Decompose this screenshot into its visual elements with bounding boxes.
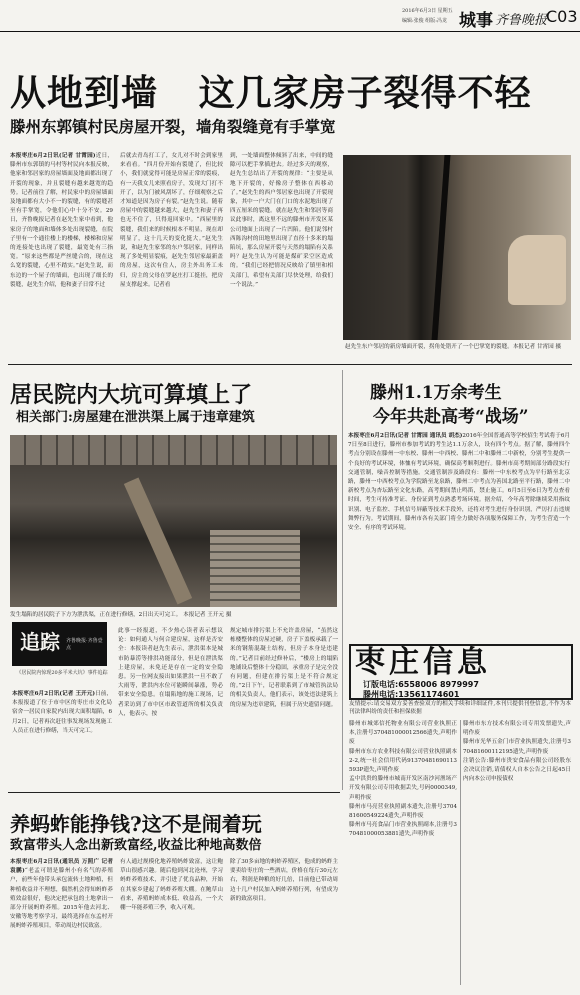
lead-headline: 从地到墙 这几家房子裂得不轻 bbox=[10, 72, 532, 114]
pit-byline: 本报枣庄6月2日讯(记者 王开元) bbox=[12, 691, 96, 697]
tracking-badge-title: 追踪 bbox=[20, 630, 60, 654]
pit-col1-text: 日前，本报报道了位于市中区的枣庄市文化局宿舍一居民自家院内出现大面积塌陷，6月2日，记者再次赶往事发现场发现施工人员正在进行修缮，当天可完工。 bbox=[12, 691, 112, 734]
rule-2 bbox=[8, 792, 340, 793]
ad-header-box bbox=[349, 644, 573, 700]
ad-list-right bbox=[463, 720, 571, 990]
snail-subhead: 致富带头人念出新致富经,收益比种地高数倍 bbox=[10, 838, 262, 853]
pit-headline: 居民院内大坑可算填上了 bbox=[10, 382, 253, 408]
lead-photo-caption: 赵先生东户邻居的新房墙面开裂，拐角处错开了一个巴掌宽的裂缝。本报记者 甘霄园 摄 bbox=[345, 344, 562, 350]
snail-col1-text: “老孟可谓是滕州小有名气的养殖户，前些年他带头承包流转土地种植，但种植收益并不理想，偶然机会得知蚂蚱养殖效益很好，他决定把承包的土地拿出一部分开展蚂蚱养殖。2015年他去河北、安徽等地考察学习，最终选择在东孟村开展蚂蚱养殖项目，带动周边村民致富。 bbox=[10, 868, 113, 930]
lead-column-2: 后就去青岛打工了，女儿对不时会到家里来看看。“四月份开始有裂缝了，但比较小，我们就觉得可能是房屋正常的裂痕，有一天我女儿来照看房子，发现大门打不开了，以为门被风刮坏了，仔细观察之后才知道是因为房子有裂。”赵先生说。随着房屋中的裂缝越来越大，赵先生和妻子再也无不住了，只得返回家中。“西屋里的裂缝，我们来的时候根本不明显，现在却明显了，这十几天的变化挺大。”赵先生说，和赵先生家邻的东户邻居家，同样出现了多处明显裂痕，赵先生邻居家最新盖的房屋，这次有住人，房主外出务工未归，房主的父母在罗赵庄打工挺挂，把房屋支撑起来。记者看 bbox=[120, 153, 223, 288]
snail-column-3: 除了30多亩地的蚂蚱养殖区，他成的蚂蚱主要卖给枣庄的一些酒店，价格在每斤30元左右，利润是种粮的好几倍，目前他已带动周边十几户村民加入蚂蚱养殖行列，有望成为新的致富项目。 bbox=[230, 859, 338, 902]
ad-notice: 友情提示:请交易双方妥善查验双方的相关手续和详细证件,本刊只提供刊登信息,不作为本刊法律纠纷的责任和担保依据 bbox=[349, 701, 571, 716]
ad-item: 滕州市东方技术有限公司专用发票遗失,声明作废 bbox=[463, 721, 571, 737]
header-rule bbox=[0, 31, 580, 32]
pit-subhead: 相关部门:房屋建在泄洪渠上属于违章建筑 bbox=[16, 410, 255, 425]
ad-item: 滕州市东方农业科技有限公司营业执照副本2-2,统一社会信用代码91370481690113593P遗失,声明作废 bbox=[349, 748, 457, 774]
tracking-badge-sub: 齐鲁晚报·齐鲁壹点 bbox=[66, 638, 103, 652]
snail-column-2: 有人通过规模化地养殖蚂蚱致富，这让鲍草山很感兴趣。随后他到河北沧州，学习蚂蚱养殖技术，并引进了优良品种，开始在其家乡建起了蚂蚱养殖大棚。在鲍草山看来，养殖蚂蚱成本低、收益高，一个大棚一年能养殖三季，收入可观。 bbox=[120, 859, 223, 912]
ad-item: 滕州市马亮营业执照副本遗失,注册号370481600549224遗失,声明作废 bbox=[349, 803, 457, 820]
pit-photo-caption: 发生塌陷的居民院子下方为泄洪渠，正在进行修缮，2日出天可完工。 本报记者 王开元 摄 bbox=[10, 612, 232, 618]
ad-item: 滕州市城郊信托物业有限公司营业执照正本,注册号370481000012566遗失,声明作废 bbox=[349, 721, 457, 746]
lead-column-3: 到，一处墙面整体倾斜了出来，中间的缝隙可以把手掌插进去。经过多天的观察，赵先生总结出了开裂的规律：“主要是从地下开裂的，好像房子整体在西移动了。”赵先生的西户邻居家也出现了开裂现象，其中一户大门在门口的水泥地出现了四五厘米的裂缝。就在赵先生和邻居等商议此事时，离这里不远的滕州市开发区某公司地面上出现了一片凹陷。他们说邻村西陈沟村的田地里出现了直径十多米的塌陷坑，那么房屋开裂与天然的塌陷有关系吗？赵先生认为可能是煤矿采空区造成的。“我们已经把情况反映给了镇里和相关部门，希望有关部门尽快处理，给我们一个说法。” bbox=[230, 153, 333, 288]
hand-shape bbox=[508, 235, 566, 305]
brick-stack bbox=[210, 530, 300, 607]
tracking-badge bbox=[12, 622, 107, 666]
lead-col1-text: 近日，滕州市东郭镇的马村等村民向本报反映，他家和邻居家的房屋墙面及地面都出现了开裂的现象，并且裂缝有越来越宽的趋势。记者前往了解，村民家中的房屋墙面及地面都有大小不一的裂缝，有的裂缝甚至有手掌宽，令他们心中十分不安。29日，齐鲁晚报记者在赵先生家中看到，他家房子的地面和墙体多处出现裂缝，在院子里有一个通往楼上的楼梯，楼梯和房屋的连接处也出现了裂缝，最宽处有三指宽。“原来这些都是严丝缝合的，现在这么宽的裂缝，心里不踏实。”赵先生说，而东边的一个屋子的墙面，也出现了细长的裂缝，赵先生介绍，他和妻子日常不过 bbox=[10, 153, 113, 288]
ad-item: 滕州市马亮食品门市营业执照副本,注册号370481000053881遗失,声明作废 bbox=[349, 822, 457, 838]
exam-body-text: 2016年全国普通高等学校招生考试将于6月7日至8日进行，滕州市参加考试的考生达1.1万余人，设有四个考点。据了解，滕州四个考点分别设在滕州一中东校、滕州一中西校、滕州二中和滕州二中新校，分别考生提供一个良好的考试环境，体恤有考试环境，确保高考顺利进行。滕州市高考期间部分路段实行交通管制，噪音控制等措施。交通管制涉及路段有：滕州一中东校考点为平行路至北京路，滕州一中西校考点为学院路至龙泉路，滕州二中考点为善国北路至平行路，滕州二中新校考点为杏坛路至文化东路，高考期间禁止鸣笛，禁止施工。6月5日至6日为考点查看时间，考生可持准考证、身份证到考点熟悉考场环境。据介绍，今年高考除继续采用指纹识别、电子监控、手机信号屏蔽等技术手段外，还将对考生进行身份识别，严厉打击违规舞弊行为。考试期间，滕州市各有关部门将全力做好各项服务保障工作，为考生营造一个安全、有序的考试环境。 bbox=[348, 433, 570, 532]
wooden-beam bbox=[124, 477, 192, 604]
ad-listing bbox=[349, 720, 571, 990]
snail-headline: 养蚂蚱能挣钱?这不是闹着玩 bbox=[10, 812, 262, 836]
brick-wall bbox=[10, 435, 337, 465]
column-divider bbox=[342, 370, 343, 790]
ad-phone-1: 订版电话:6558006 8979997 bbox=[363, 680, 479, 689]
pit-column-3: 规定城市排污渠上不允许盖房屋，“虽然这栋楼整体的房屋过硬，房子下盖板承载了一米的钢筋混凝土结构，但房子本身是违建的。”记者目前经过修补后，“楼房上的塌陷地铺设后整体十分稳固，承重房子是完全没有问题，但建在排污渠上是不符合规定的。”2日下午，记者联系到了市城管执法局的相关负责人，他们表示，该处违法建筑上的房屋为违章建筑，但属于历史遗留问题。 bbox=[230, 628, 338, 708]
ad-item: 注销公告:滕州市贵安食品有限公司经股东会决议注销,请债权人自本公告之日起45日内向本公司申报债权 bbox=[463, 757, 571, 783]
lead-byline: 本报枣庄6月2日讯(记者 甘霄园) bbox=[10, 153, 96, 159]
exam-headline-2: 今年共赴高考“战场” bbox=[373, 407, 529, 427]
ad-list-left bbox=[349, 720, 457, 990]
ad-phone-2: 滕州电话:13561174601 bbox=[363, 690, 460, 699]
editor-line: 编辑:张俊 组版:冯龙 bbox=[402, 18, 447, 24]
tracking-note: 《居民院内惊现20多平米大坑》事件追踪 bbox=[16, 670, 108, 676]
date-line: 2016年6月3日 星期五 bbox=[402, 8, 453, 14]
pit-column-2: 此事一经报道，不少热心读者表示想议论：如何通人与何合建房屋，这样是否安全：本报读者赵先生表示，泄洪渠本是城市防暴涝等排洪功能部分，但是在泄洪渠上建房屋，未免还是存在一定的安全隐患。另一位网友接出如果泄洪一旦不敢了大雨等，泄洪内水位可能瞬间暴涨，势必带来安全隐患。在塌陷地的施工现场，记者采访到了市中区市政管道所的相关负责人，他表示，按 bbox=[118, 628, 223, 717]
lead-column-1 bbox=[10, 152, 113, 360]
lead-photo-wall-crack bbox=[343, 155, 571, 340]
ad-item: 滕州市光华五金门市营业执照遗失,注册号370481600112195遗失,声明作废 bbox=[463, 739, 571, 755]
paper-name: 齐鲁晚报 bbox=[495, 13, 548, 28]
exam-body bbox=[348, 432, 570, 637]
pit-photo bbox=[10, 435, 337, 607]
page-number: C03 bbox=[546, 7, 578, 26]
snail-column-1 bbox=[10, 858, 113, 990]
section-name: 城事 bbox=[459, 11, 493, 31]
exam-byline: 本报枣庄6月2日讯(记者 甘霄园 通讯员 胡杰) bbox=[348, 433, 463, 439]
ad-divider bbox=[460, 720, 461, 985]
snail-byline: 本报枣庄6月2日讯(通讯员 万照广 记者 袁鹏) bbox=[10, 859, 113, 875]
pit-column-1 bbox=[12, 690, 112, 785]
exam-headline-1: 滕州1.1万余考生 bbox=[370, 383, 502, 403]
lead-subhead: 滕州东郭镇村民房屋开裂，墙角裂缝竟有手掌宽 bbox=[10, 117, 336, 136]
crack-line bbox=[432, 155, 451, 340]
ad-item: 孟中洪贵的滕州市城南开发区南沙河渔场产开发有限公司专用收据丢失,号码0000349,声明作废 bbox=[349, 776, 457, 801]
rule-1 bbox=[8, 364, 572, 365]
ad-brand: 枣庄信息 bbox=[355, 645, 491, 680]
